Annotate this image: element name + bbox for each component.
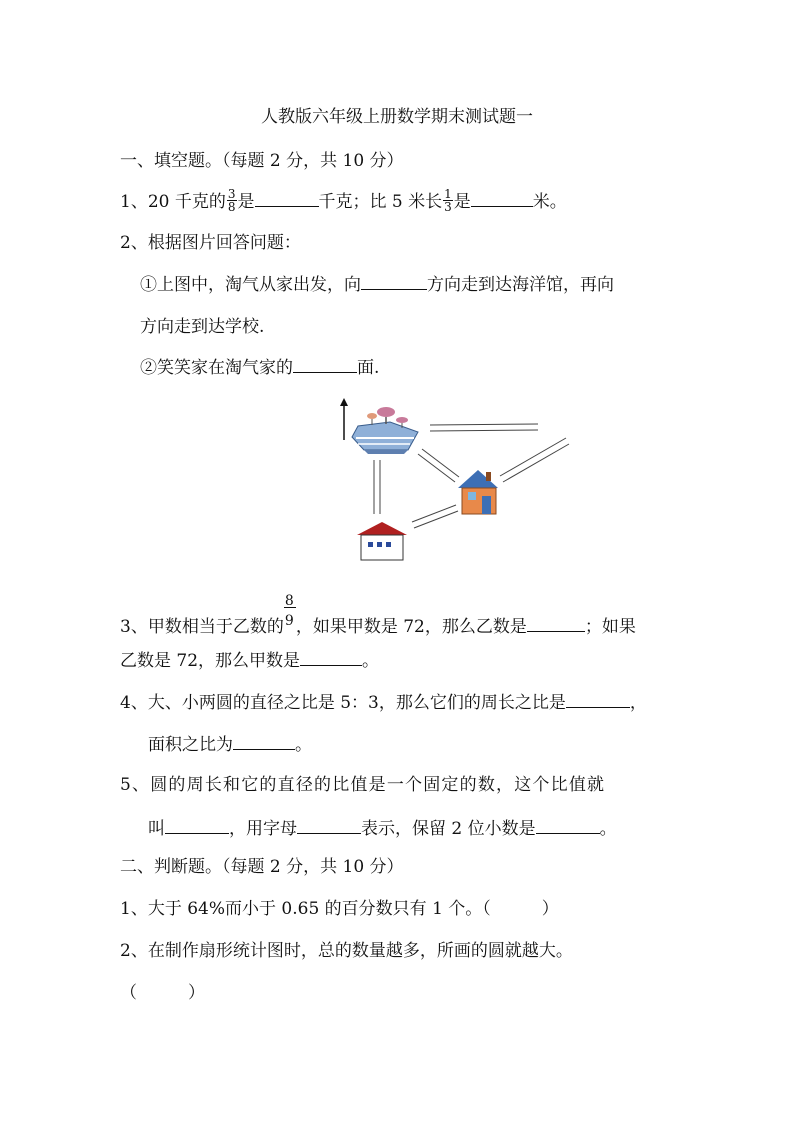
question-1-2-sub1: ①上图中，淘气从家出发，向 方向走到达海洋馆，再向 — [140, 275, 614, 295]
answer-blank[interactable] — [361, 275, 427, 290]
question-1-2-sub1-cont: 方向走到达学校. — [140, 317, 265, 337]
question-2-1: 1、大于 64%而小于 0.65 的百分数只有 1 个。（ ） — [120, 899, 559, 919]
fraction-3-8: $\frac{3}{8}$ — [227, 187, 236, 214]
question-2-2: 2、在制作扇形统计图时，总的数量越多，所画的圆就越大。 — [120, 941, 573, 961]
answer-blank[interactable] — [293, 358, 357, 373]
answer-blank[interactable] — [165, 819, 229, 834]
answer-blank[interactable] — [527, 617, 585, 632]
answer-blank[interactable] — [300, 651, 362, 666]
page-title: 人教版六年级上册数学期末测试题一 — [261, 107, 533, 127]
answer-blank[interactable] — [255, 192, 319, 207]
question-1-3-cont: 乙数是 72，那么甲数是 。 — [120, 651, 380, 671]
question-1-4: 4、大、小两圆的直径之比是 5：3，那么它们的周长之比是 ， — [120, 693, 647, 713]
answer-blank[interactable] — [566, 693, 630, 708]
answer-blank[interactable] — [233, 735, 295, 750]
question-1-3: 3、甲数相当于乙数的 $\frac{8}{9}$ ，如果甲数是 72，那么乙数是 ；如果 — [120, 593, 636, 637]
taoqi-house-icon — [458, 470, 498, 514]
question-1-2-sub2: ②笑笑家在淘气家的 面. — [140, 358, 380, 378]
q1-text-prefix: 1、20 千克的 — [120, 192, 226, 212]
answer-blank[interactable] — [471, 192, 533, 207]
question-2-2-paren[interactable]: （ ） — [120, 983, 205, 1003]
xiaoxiao-house-icon — [357, 522, 407, 560]
section1-heading: 一、填空题。（每题 2 分，共 10 分） — [120, 151, 404, 171]
question-1-5-cont: 叫 ，用字母 表示，保留 2 位小数是 。 — [148, 819, 617, 839]
question-1-2: 2、根据图片回答问题： — [120, 233, 301, 253]
section2-heading: 二、判断题。（每题 2 分，共 10 分） — [120, 857, 404, 877]
question-1-5: 5、圆的周长和它的直径的比值是一个固定的数，这个比值就 — [120, 775, 606, 795]
aquarium-icon — [352, 407, 418, 454]
question-1-4-cont: 面积之比为 。 — [148, 735, 312, 755]
map-illustration — [330, 392, 630, 567]
north-arrow-icon — [340, 398, 348, 440]
fraction-8-9: $\frac{8}{9}$ — [284, 616, 296, 638]
fraction-1-3: $\frac{1}{3}$ — [444, 187, 452, 214]
answer-blank[interactable] — [297, 819, 361, 834]
answer-blank[interactable] — [536, 819, 600, 834]
question-1-1: 1、20 千克的 $\frac{3}{8}$ 是 千克；比 5 米长 $\frac{1}{3}$ 是 米。 — [120, 187, 567, 214]
